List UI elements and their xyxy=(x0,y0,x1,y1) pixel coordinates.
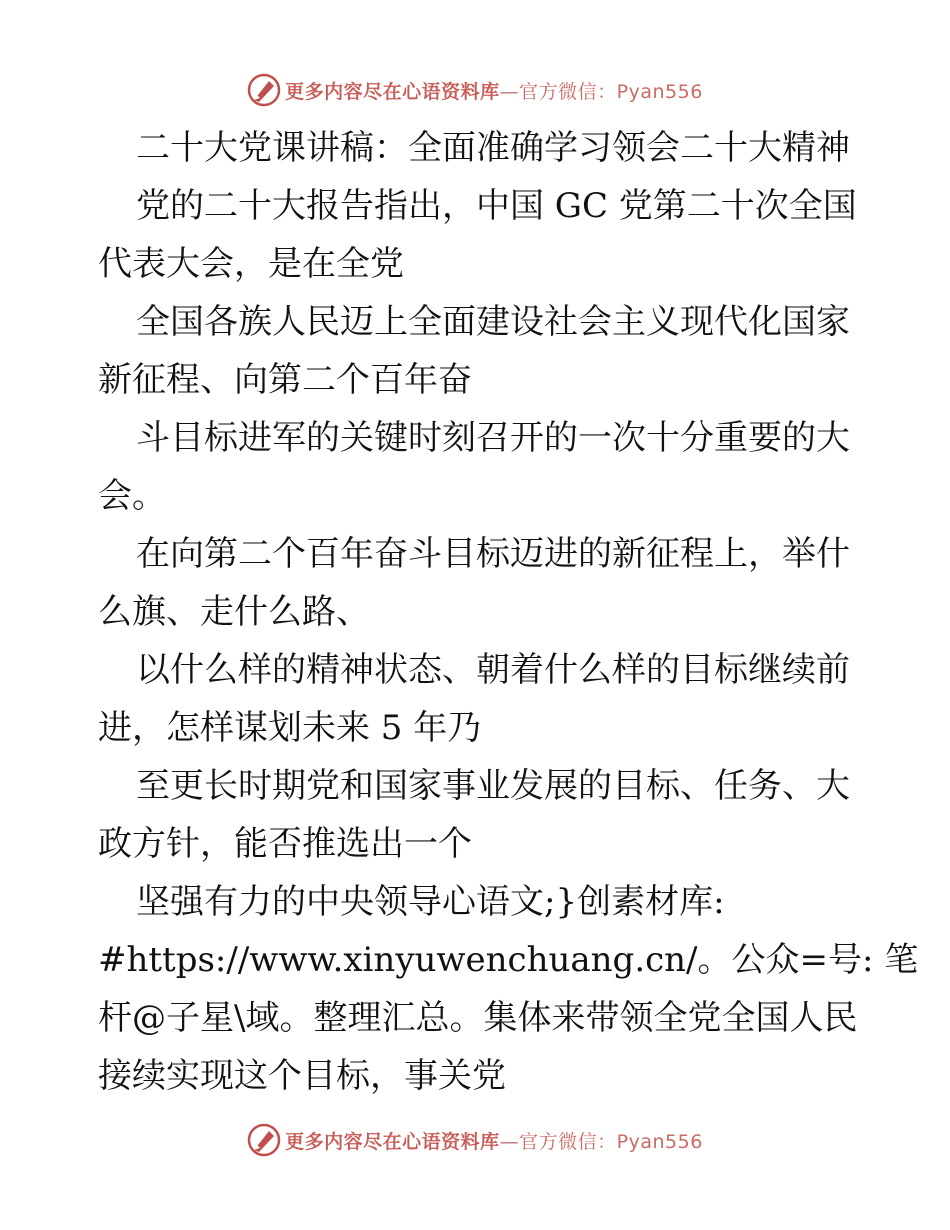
text-line: 政方针，能否推选出一个 xyxy=(98,824,472,864)
text-line: 全国各族人民迈上全面建设社会主义现代化国家 xyxy=(136,302,850,342)
text-line: 以什么样的精神状态、朝着什么样的目标继续前 xyxy=(136,650,850,690)
text-line: 在向第二个百年奋斗目标迈进的新征程上，举什 xyxy=(136,534,850,574)
pen-logo-icon xyxy=(247,1123,281,1157)
footer-watermark-text: 更多内容尽在心语资料库—官方微信：Pyan556 xyxy=(285,1130,703,1153)
text-line: 坚强有力的中央领导心语文;}创素材库: xyxy=(136,882,725,922)
pen-logo-icon xyxy=(247,73,281,107)
text-line: #https://www.xinyuwenchuang.cn/。公众=号: 笔 xyxy=(98,940,919,980)
document-body xyxy=(98,119,919,1105)
footer-watermark xyxy=(0,1120,950,1160)
text-line: 会。 xyxy=(98,476,166,516)
text-line: 么旗、走什么路、 xyxy=(98,592,370,632)
header-watermark-text: 更多内容尽在心语资料库—官方微信：Pyan556 xyxy=(285,80,703,103)
text-line: 代表大会，是在全党 xyxy=(98,244,404,284)
text-line: 党的二十大报告指出，中国 GC 党第二十次全国 xyxy=(136,186,857,226)
header-watermark xyxy=(0,70,950,110)
text-line: 至更长时期党和国家事业发展的目标、任务、大 xyxy=(136,766,850,806)
document-title: 二十大党课讲稿：全面准确学习领会二十大精神 xyxy=(136,128,850,168)
text-line: 进，怎样谋划未来 5 年乃 xyxy=(98,708,482,748)
text-line: 斗目标进军的关键时刻召开的一次十分重要的大 xyxy=(136,418,850,458)
text-line: 杆@子星\域。整理汇总。集体来带领全党全国人民 xyxy=(98,998,858,1038)
text-line: 接续实现这个目标，事关党 xyxy=(98,1056,506,1096)
text-line: 新征程、向第二个百年奋 xyxy=(98,360,472,400)
